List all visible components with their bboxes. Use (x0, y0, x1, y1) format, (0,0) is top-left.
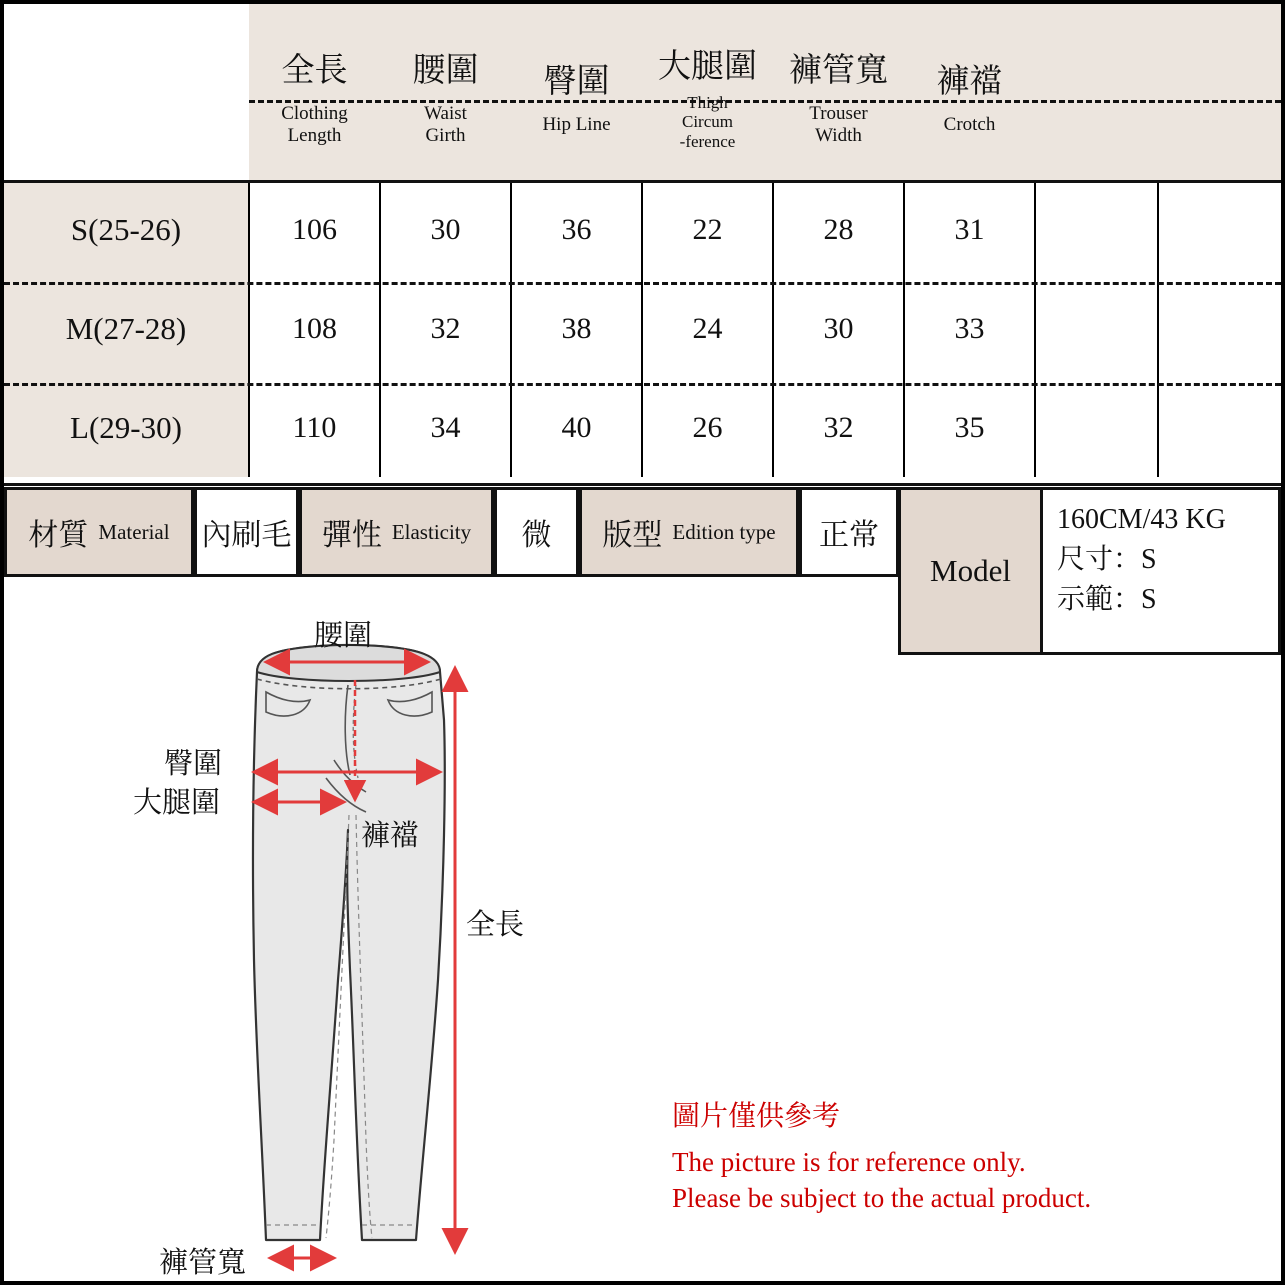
table-row (4, 378, 1281, 477)
cell-blank-1 (1035, 378, 1158, 477)
model-label: Model (901, 490, 1043, 652)
cell-clothing-length: 106 (249, 180, 380, 279)
cell-trouser-width: 32 (773, 378, 904, 477)
edition-value-cell (799, 487, 899, 577)
diagram-label-hip: 臀圍 (164, 748, 223, 780)
diagram-label-waist: 腰圍 (314, 620, 373, 652)
disclaimer (672, 1094, 1091, 1217)
material-label-cell (4, 487, 194, 577)
disclaimer-en-line1: The picture is for reference only. (672, 1147, 1026, 1177)
cell-crotch: 33 (904, 279, 1035, 378)
material-label-zh: 材質 (28, 519, 89, 552)
cell-blank-1 (1035, 180, 1158, 279)
cell-trouser-width: 30 (773, 279, 904, 378)
row-size-label: M(27-28) (4, 279, 249, 378)
column-header-en: Hip Line (542, 114, 611, 136)
table-bottom-divider (4, 483, 1281, 486)
elasticity-value: 微 (521, 519, 552, 552)
edition-value: 正常 (819, 519, 879, 552)
cell-blank-2 (1158, 279, 1281, 378)
material-value-cell (194, 487, 299, 577)
cell-thigh-circumference: 24 (642, 279, 773, 378)
cell-crotch: 31 (904, 180, 1035, 279)
elasticity-label-zh: 彈性 (321, 519, 382, 552)
cell-thigh-circumference: 26 (642, 378, 773, 477)
disclaimer-zh: 圖片僅供參考 (672, 1101, 841, 1132)
column-header-zh: 腰圍 (412, 53, 479, 89)
elasticity-label-en: Elasticity (391, 519, 472, 544)
material-value: 內刷毛 (201, 519, 292, 552)
cell-blank-1 (1035, 279, 1158, 378)
model-spec: 160CM/43 KG (1057, 504, 1226, 535)
diagram-label-crotch: 褲襠 (361, 820, 420, 852)
cell-hip-line: 40 (511, 378, 642, 477)
column-header-blank-1 (1035, 4, 1158, 180)
column-header-hip-line (511, 4, 642, 180)
header-bottom-divider (4, 180, 1281, 183)
column-header-trouser-width (773, 4, 904, 180)
column-header-zh: 大腿圍 (658, 48, 757, 85)
cell-waist-girth: 34 (380, 378, 511, 477)
diagram-label-length: 全長 (466, 909, 525, 941)
cell-crotch: 35 (904, 378, 1035, 477)
column-header-blank-2 (1158, 4, 1281, 180)
cell-clothing-length: 110 (249, 378, 380, 477)
edition-label-cell (579, 487, 799, 577)
row-size-label: L(29-30) (4, 378, 249, 477)
column-header-zh: 全長 (281, 53, 348, 89)
column-header-clothing-length (249, 4, 380, 180)
model-demo-size: 示範：S (1057, 583, 1157, 615)
cell-blank-2 (1158, 180, 1281, 279)
cell-waist-girth: 30 (380, 180, 511, 279)
table-corner-cell (4, 4, 249, 180)
material-label-en: Material (98, 519, 170, 544)
diagram-label-trouser-width: 褲管寬 (159, 1247, 247, 1279)
table-header-row (4, 4, 1281, 180)
row-divider-1 (4, 282, 1281, 285)
table-row (4, 279, 1281, 378)
row-divider-2 (4, 383, 1281, 386)
edition-label-zh: 版型 (602, 519, 663, 552)
cell-waist-girth: 32 (380, 279, 511, 378)
column-header-waist-girth (380, 4, 511, 180)
model-size: 尺寸：S (1057, 543, 1157, 575)
elasticity-value-cell (494, 487, 579, 577)
cell-hip-line: 36 (511, 180, 642, 279)
edition-label-en: Edition type (672, 519, 776, 544)
disclaimer-en-line2: Please be subject to the actual product. (672, 1183, 1092, 1214)
column-header-zh: 臀圍 (543, 63, 610, 100)
cell-trouser-width: 28 (773, 180, 904, 279)
column-header-en: Crotch (943, 114, 996, 136)
cell-hip-line: 38 (511, 279, 642, 378)
size-table (4, 4, 1281, 477)
table-row (4, 180, 1281, 279)
header-dash-divider (249, 100, 1281, 103)
column-header-en: Thigh Circum -ference (679, 92, 736, 151)
column-header-en: Trouser Width (809, 103, 868, 147)
column-header-zh: 褲管寬 (789, 53, 888, 89)
column-header-thigh-circumference (642, 4, 773, 180)
column-header-en: Clothing Length (281, 103, 348, 147)
diagram-label-thigh: 大腿圍 (133, 787, 221, 819)
elasticity-label-cell (299, 487, 494, 577)
row-size-label: S(25-26) (4, 180, 249, 279)
column-header-en: Waist Girth (424, 103, 467, 147)
cell-blank-2 (1158, 378, 1281, 477)
cell-clothing-length: 108 (249, 279, 380, 378)
column-header-crotch (904, 4, 1035, 180)
cell-thigh-circumference: 22 (642, 180, 773, 279)
column-header-zh: 褲襠 (936, 63, 1003, 100)
